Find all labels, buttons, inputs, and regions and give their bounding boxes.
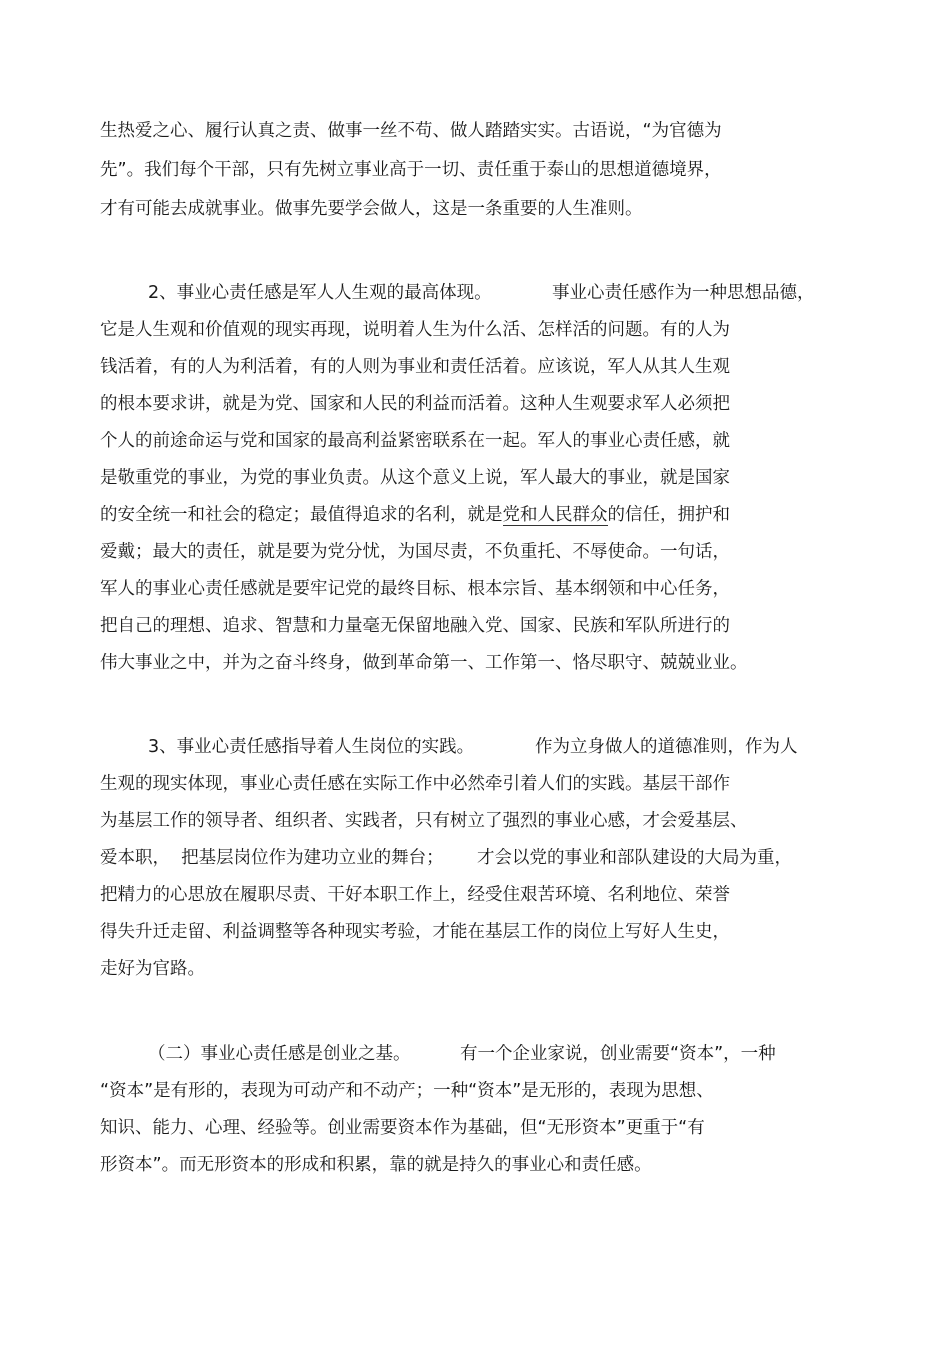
section-heading: （二）事业心责任感是创业之基。 [148,1044,411,1064]
text-line: 它是人生观和价值观的现实再现，说明着人生为什么活、怎样活的问题。有的人为 [100,320,730,340]
text-line: 是敬重党的事业，为党的事业负责。从这个意义上说，军人最大的事业，就是国家 [100,468,730,488]
text-line: 把精力的心思放在履职尽责、干好本职工作上，经受住艰苦环境、名利地位、荣誉 [100,885,730,905]
text-line-with-link [100,503,730,527]
text-line: 作为立身做人的道德准则，作为人 [535,737,798,757]
text-line: 爱本职， 把基层岗位作为建功立业的舞台； 才会以党的事业和部队建设的大局为重， [100,848,792,868]
text-line: 把自己的理想、追求、智慧和力量毫无保留地融入党、国家、民族和军队所进行的 [100,616,730,636]
underlined-link[interactable]: 党和人民群众 [502,505,608,525]
section-heading: 2、事业心责任感是军人人生观的最高体现。 [148,283,492,303]
text-line: 得失升迁走留、利益调整等各种现实考验，才能在基层工作的岗位上写好人生史， [100,922,730,942]
text-line: 伟大事业之中，并为之奋斗终身，做到革命第一、工作第一、恪尽职守、兢兢业业。 [100,653,748,673]
text-line: 先”。我们每个干部，只有先树立事业高于一切、责任重于泰山的思想道德境界， [100,160,722,180]
text-line: 事业心责任感作为一种思想品德， [552,283,815,303]
text-line: 知识、能力、心理、经验等。创业需要资本作为基础，但“无形资本”更重于“有 [100,1118,705,1138]
text-line: 为基层工作的领导者、组织者、实践者，只有树立了强烈的事业心感，才会爱基层、 [100,811,748,831]
text-line: 个人的前途命运与党和国家的最高利益紧密联系在一起。军人的事业心责任感，就 [100,431,730,451]
text-line: 有一个企业家说，创业需要“资本”，一种 [460,1044,776,1064]
text-line: “资本”是有形的，表现为可动产和不动产；一种“资本”是无形的，表现为思想、 [100,1081,714,1101]
text-segment: 的安全统一和社会的稳定；最值得追求的名利，就是 [100,505,503,525]
text-segment: 的信任，拥护和 [607,505,730,525]
text-line: 才有可能去成就事业。做事先要学会做人，这是一条重要的人生准则。 [100,199,643,219]
text-line: 走好为官路。 [100,959,205,979]
text-line: 军人的事业心责任感就是要牢记党的最终目标、根本宗旨、基本纲领和中心任务， [100,579,730,599]
section-heading: 3、事业心责任感指导着人生岗位的实践。 [148,737,475,757]
text-line: 爱戴；最大的责任，就是要为党分忧，为国尽责，不负重托、不辱使命。一句话， [100,542,730,562]
text-line: 形资本”。而无形资本的形成和积累，靠的就是持久的事业心和责任感。 [100,1155,652,1175]
text-line: 生观的现实体现，事业心责任感在实际工作中必然牵引着人们的实践。基层干部作 [100,774,730,794]
text-line: 的根本要求讲，就是为党、国家和人民的利益而活着。这种人生观要求军人必须把 [100,394,730,414]
text-line: 钱活着，有的人为利活着，有的人则为事业和责任活着。应该说，军人从其人生观 [100,357,730,377]
text-line: 生热爱之心、履行认真之责、做事一丝不苟、做人踏踏实实。古语说，“为官德为 [100,121,722,141]
